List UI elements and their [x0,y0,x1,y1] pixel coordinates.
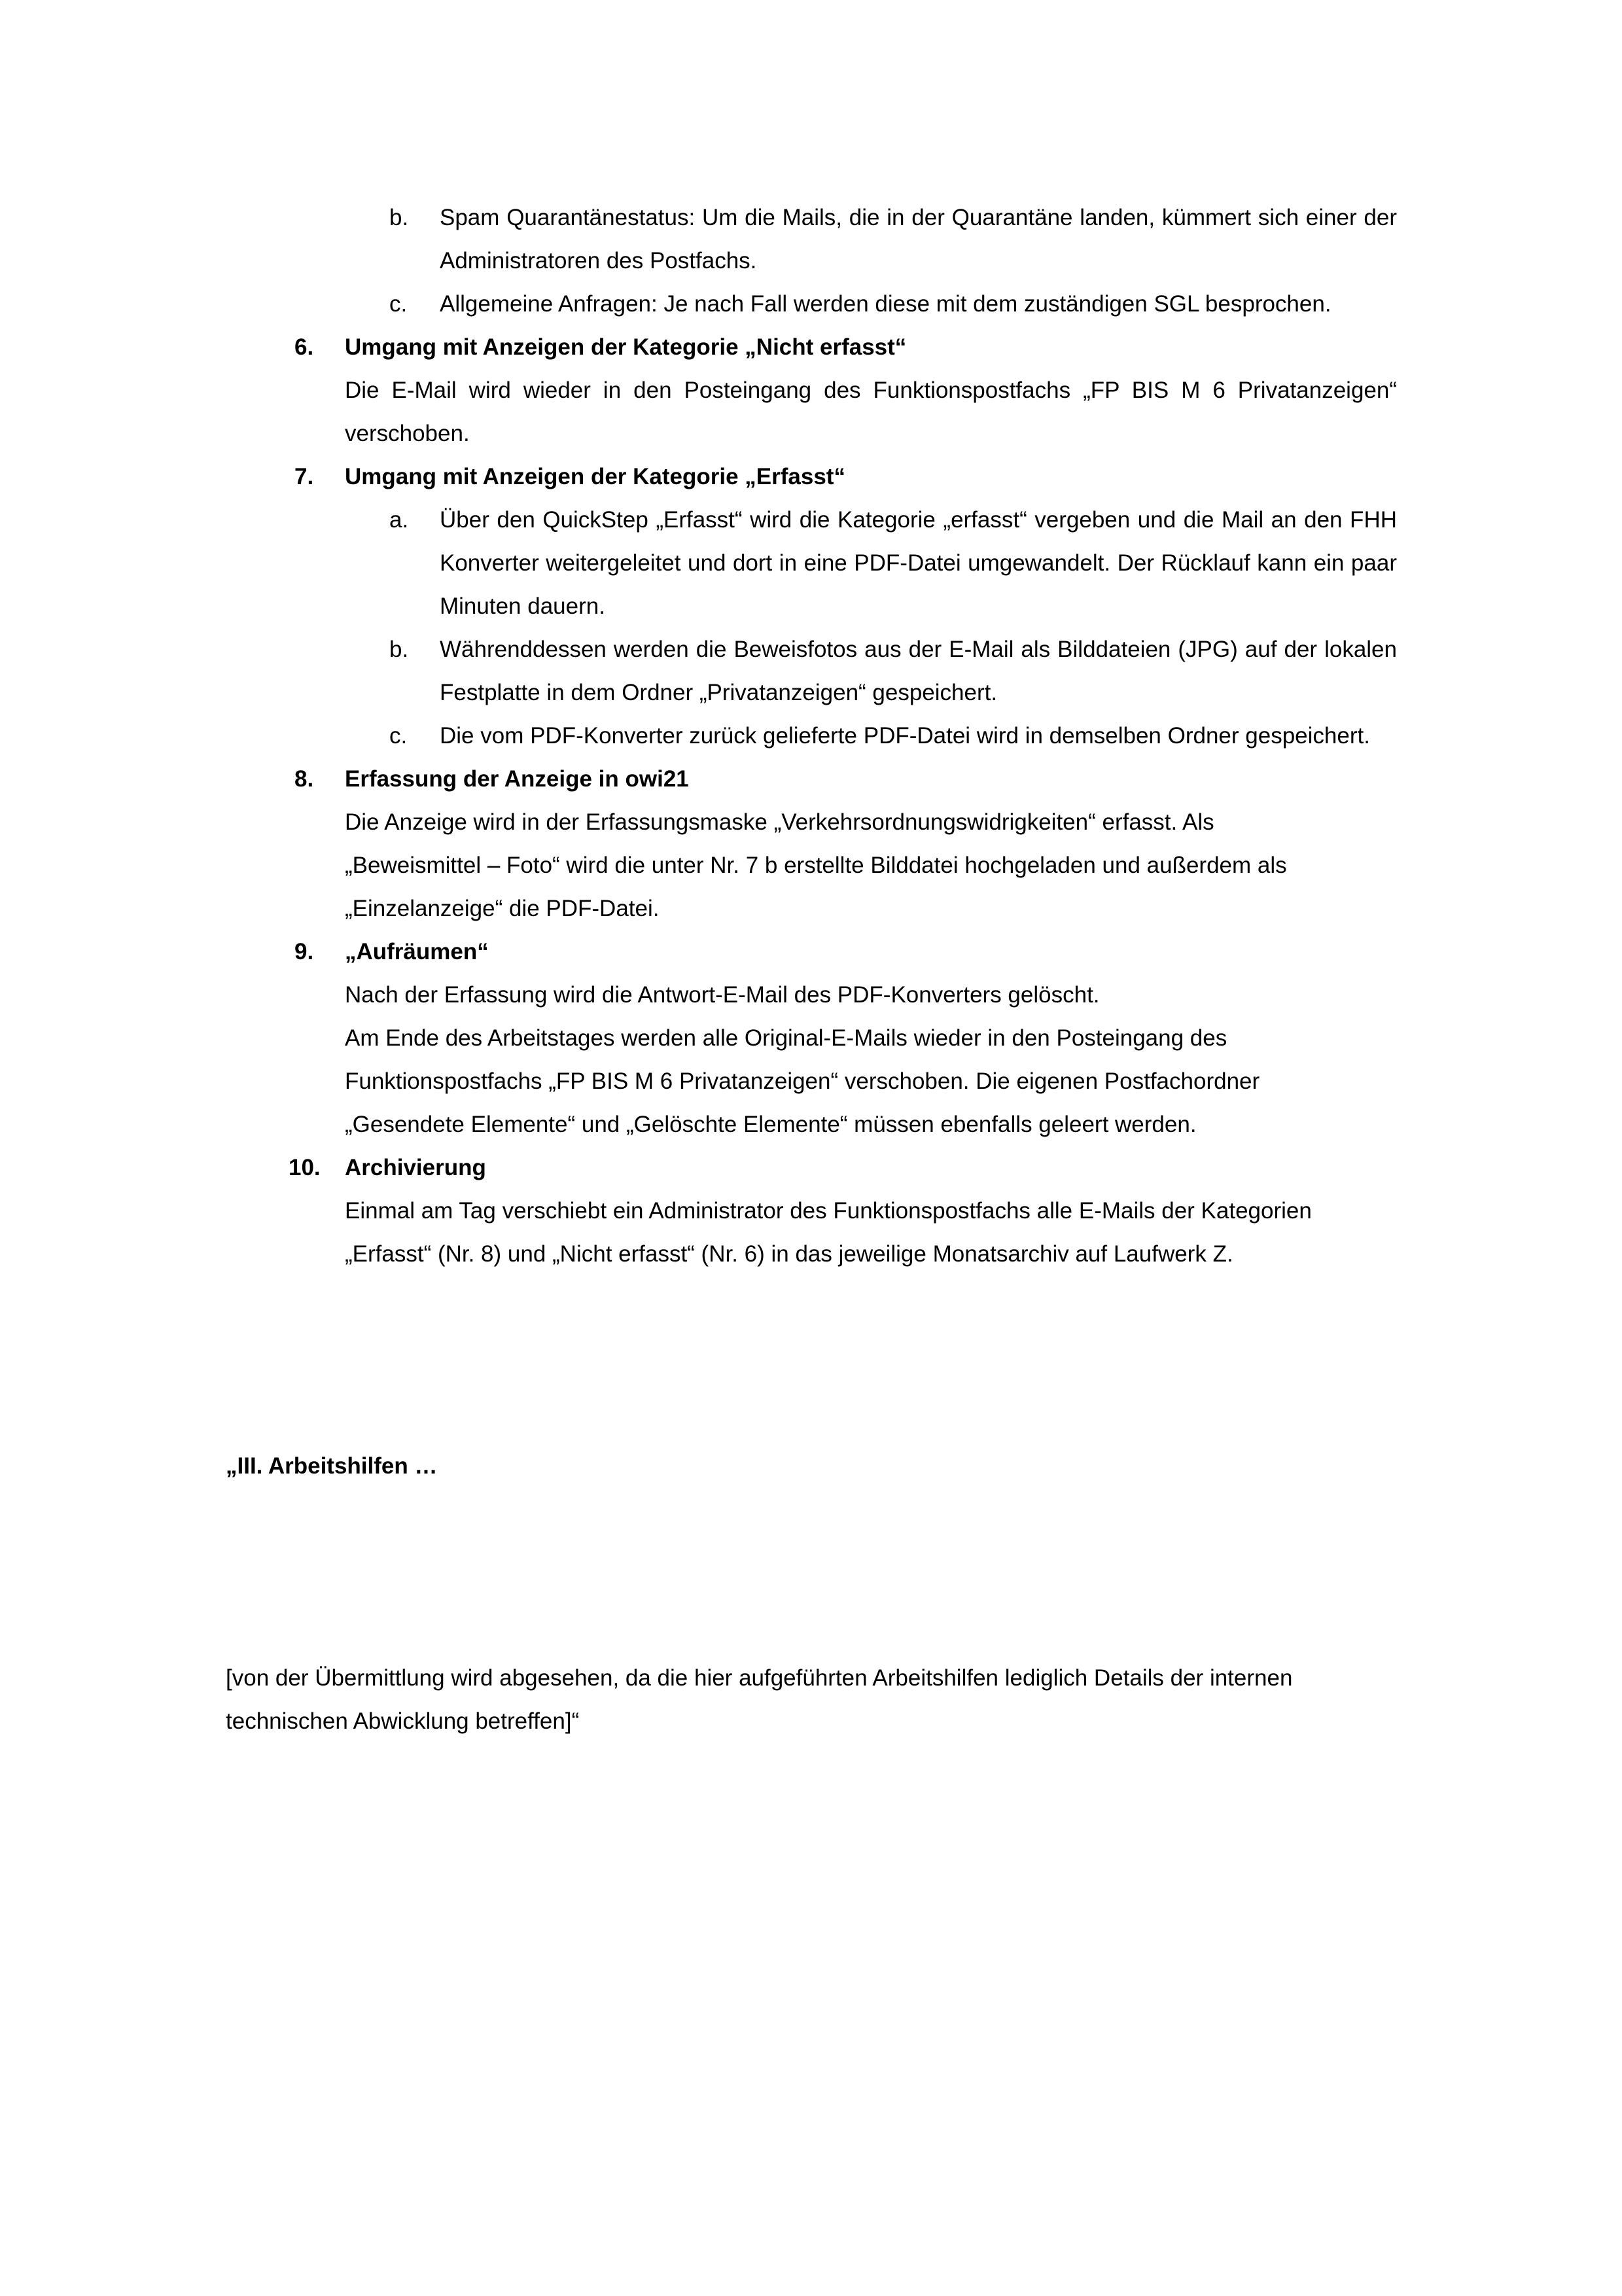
item-paragraph: „Einzelanzeige“ die PDF-Datei. [345,896,660,921]
list-item [226,715,1397,758]
list-marker: b. [389,637,409,662]
list-marker: c. [389,291,408,317]
list-marker: 9. [294,939,314,964]
numbered-item-9 [226,930,1397,1146]
list-marker: a. [389,507,409,533]
item-heading: Umgang mit Anzeigen der Kategorie „Erfasst“ [345,464,845,489]
numbered-item-7 [226,455,1397,499]
vertical-spacer [226,1366,1397,1445]
item-paragraph: Am Ende des Arbeitstages werden alle Original-E-Mails wieder in den Posteingang des [345,1025,1227,1051]
list-marker: 8. [294,766,314,792]
list-item [226,628,1397,715]
document-body [226,196,1397,1743]
list-item [226,196,1397,283]
list-item [226,499,1397,628]
numbered-item-6 [226,326,1397,455]
list-item-text: Spam Quarantänestatus: Um die Mails, die in der Quarantäne landen, kümmert sich einer der Administratoren des Postfachs. [440,205,1397,274]
item-paragraph: Nach der Erfassung wird die Antwort-E-Mail des PDF-Konverters gelöscht. [345,982,1100,1008]
vertical-spacer [226,1488,1397,1578]
list-marker: 6. [294,334,314,360]
item-paragraph: Die E-Mail wird wieder in den Posteingang des Funktionspostfachs „FP BIS M 6 Privatanzeigen“ verschoben. [345,378,1397,446]
numbered-item-10 [226,1146,1397,1276]
list-marker: 10. [289,1155,321,1180]
list-marker: c. [389,723,408,749]
vertical-spacer [226,1578,1397,1657]
list-item-text: Allgemeine Anfragen: Je nach Fall werden diese mit dem zuständigen SGL besprochen. [440,291,1331,317]
list-item [226,283,1397,326]
item-heading: Umgang mit Anzeigen der Kategorie „Nicht erfasst“ [345,334,907,360]
list-item-text: Über den QuickStep „Erfasst“ wird die Kategorie „erfasst“ vergeben und die Mail an den FHH Konverter weitergeleitet und dort in eine PDF-Datei umgewandelt. Der Rücklauf kann ein paar Minuten dauern. [440,507,1397,619]
item-paragraph: „Gesendete Elemente“ und „Gelöschte Elemente“ müssen ebenfalls geleert werden. [345,1112,1197,1137]
item-paragraph: Einmal am Tag verschiebt ein Administrator des Funktionspostfachs alle E-Mails der Kategorien [345,1198,1312,1224]
section-heading: „III. Arbeitshilfen … [226,1453,438,1479]
numbered-item-8 [226,758,1397,930]
item-heading: Erfassung der Anzeige in owi21 [345,766,689,792]
item-paragraph: „Erfasst“ (Nr. 8) und „Nicht erfasst“ (Nr. 6) in das jeweilige Monatsarchiv auf Laufwerk Z. [345,1241,1233,1267]
list-item-text: Währenddessen werden die Beweisfotos aus der E-Mail als Bilddateien (JPG) auf der lokalen Festplatte in dem Ordner „Privatanzeigen“ gespeichert. [440,637,1397,705]
vertical-spacer [226,1276,1397,1366]
item-heading: Archivierung [345,1155,486,1180]
item-paragraph: „Beweismittel – Foto“ wird die unter Nr. 7 b erstellte Bilddatei hochgeladen und außerdem als [345,853,1287,878]
closing-paragraph: [von der Übermittlung wird abgesehen, da die hier aufgeführten Arbeitshilfen lediglich Details der internen technischen Abwicklung betreffen]“ [226,1665,1293,1734]
list-marker: b. [389,205,409,230]
item-heading: „Aufräumen“ [345,939,489,964]
item-paragraph: Die Anzeige wird in der Erfassungsmaske „Verkehrsordnungswidrigkeiten“ erfasst. Als [345,809,1214,835]
item-paragraph: Funktionspostfachs „FP BIS M 6 Privatanzeigen“ verschoben. Die eigenen Postfachordner [345,1069,1260,1094]
list-marker: 7. [294,464,314,489]
list-item-text: Die vom PDF-Konverter zurück gelieferte PDF-Datei wird in demselben Ordner gespeichert. [440,723,1370,749]
